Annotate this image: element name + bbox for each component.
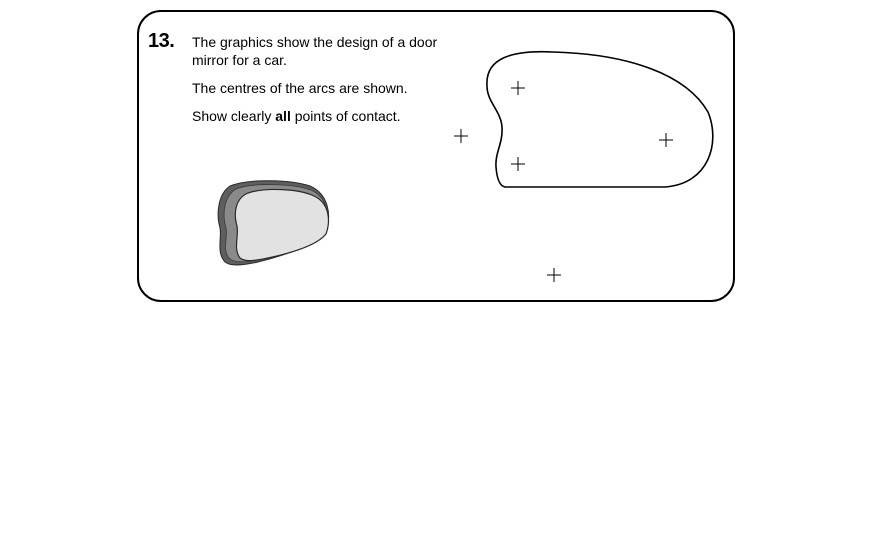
mirror-3d-graphic <box>218 181 328 265</box>
instruction-line-3-emphasis: all <box>275 108 291 124</box>
arc-centre-marks <box>454 81 673 282</box>
instruction-line-3-end: points of contact. <box>290 108 401 124</box>
mirror-3d-face <box>235 189 328 260</box>
arc-centre-mark-bottom <box>547 268 561 282</box>
arc-centre-mark-right <box>659 133 673 147</box>
mirror-outline <box>487 52 713 187</box>
instruction-line-3-start: Show clearly <box>192 108 276 124</box>
instruction-line-1: The graphics show the design of a door mirror for a car. <box>192 34 438 68</box>
arc-centre-mark-lower <box>511 157 525 171</box>
question-number: 13. <box>148 30 175 52</box>
arc-centre-mark-left <box>454 129 468 143</box>
instruction-line-2: The centres of the arcs are shown. <box>192 80 408 96</box>
arc-centre-mark-top <box>511 81 525 95</box>
